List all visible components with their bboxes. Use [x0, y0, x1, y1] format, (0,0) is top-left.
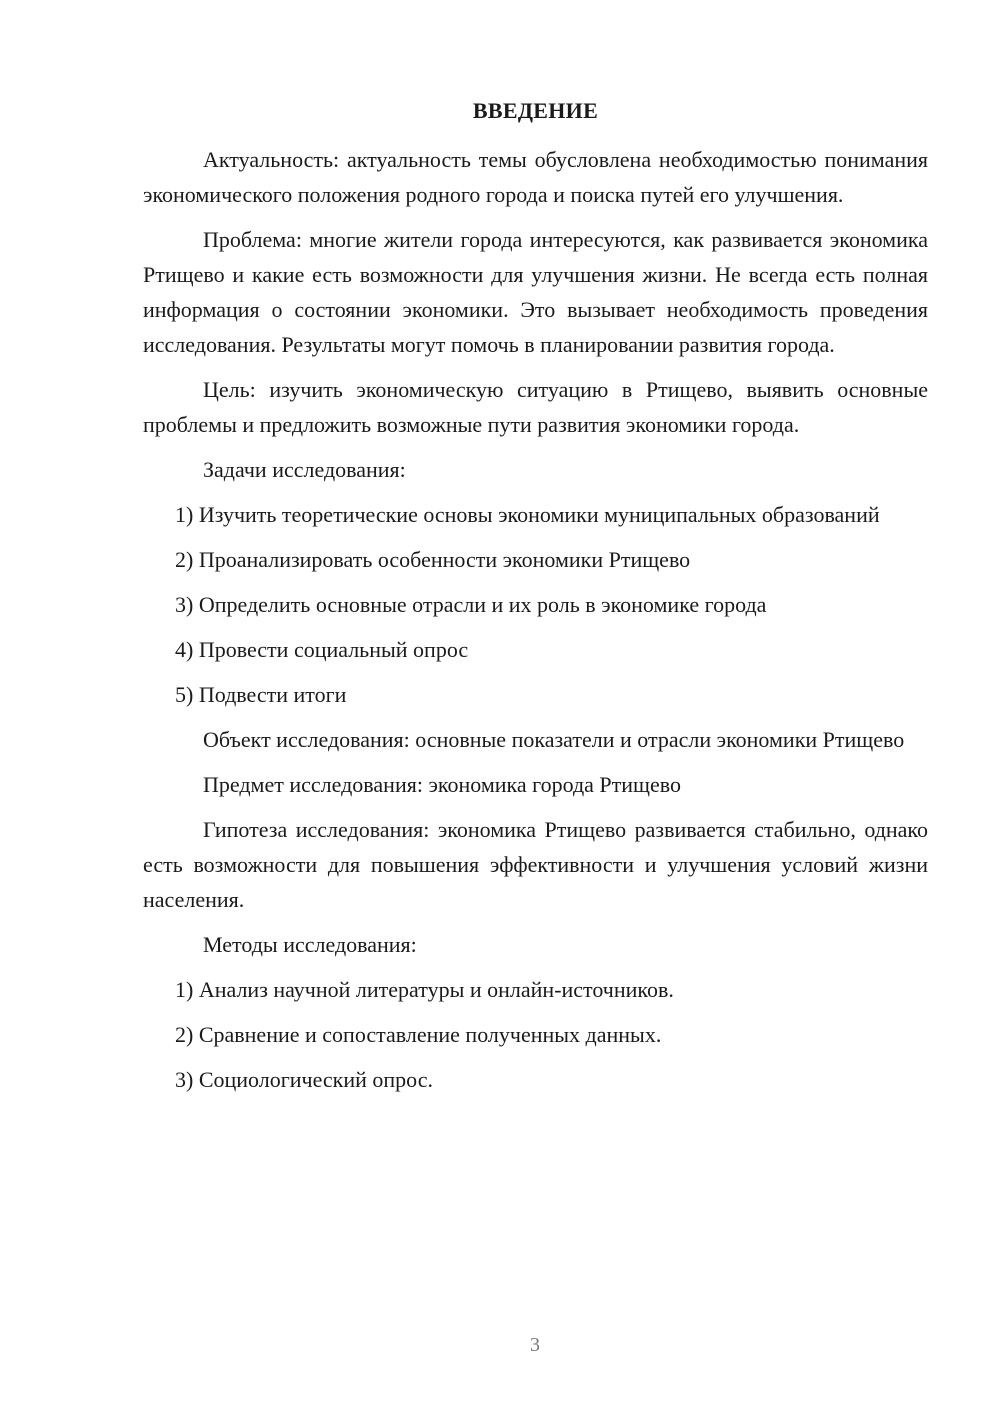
tasks-title: Задачи исследования:: [203, 457, 406, 482]
task-item-1: 1) Изучить теоретические основы экономики муниципальных образований: [175, 502, 880, 527]
method-item-2: 2) Сравнение и сопоставление полученных данных.: [175, 1022, 662, 1047]
method-item-1: 1) Анализ научной литературы и онлайн-источников.: [175, 977, 674, 1002]
goal-paragraph: Цель: изучить экономическую ситуацию в Ртищево, выявить основные проблемы и предложить возможные пути развития экономики города.: [143, 377, 928, 437]
methods-title: Методы исследования:: [203, 932, 417, 957]
problem-paragraph: Проблема: многие жители города интересуются, как развивается экономика Ртищево и какие есть возможности для улучшения жизни. Не всегда есть полная информация о состоянии экономики. Это вызывает необходимость проведения исследования. Результаты могут помочь в планировании развития города.: [143, 227, 928, 357]
task-item-4: 4) Провести социальный опрос: [175, 637, 469, 662]
task-item-2: 2) Проанализировать особенности экономики Ртищево: [175, 547, 691, 572]
subject-paragraph: Предмет исследования: экономика города Ртищево: [203, 772, 681, 797]
relevance-paragraph: Актуальность: актуальность темы обусловлена необходимостью понимания экономического положения родного города и поиска путей его улучшения.: [143, 147, 928, 207]
task-item-3: 3) Определить основные отрасли и их роль в экономике города: [175, 592, 767, 617]
object-paragraph: Объект исследования: основные показатели и отрасли экономики Ртищево: [203, 727, 905, 752]
page-heading: ВВЕДЕНИЕ: [472, 98, 599, 123]
task-item-5: 5) Подвести итоги: [175, 682, 347, 707]
page-content: [143, 142, 928, 1107]
method-item-3: 3) Социологический опрос.: [175, 1067, 433, 1092]
page-number: 3: [530, 1334, 540, 1356]
hypothesis-paragraph: Гипотеза исследования: экономика Ртищево развивается стабильно, однако есть возможности для повышения эффективности и улучшения условий жизни населения.: [143, 817, 928, 912]
